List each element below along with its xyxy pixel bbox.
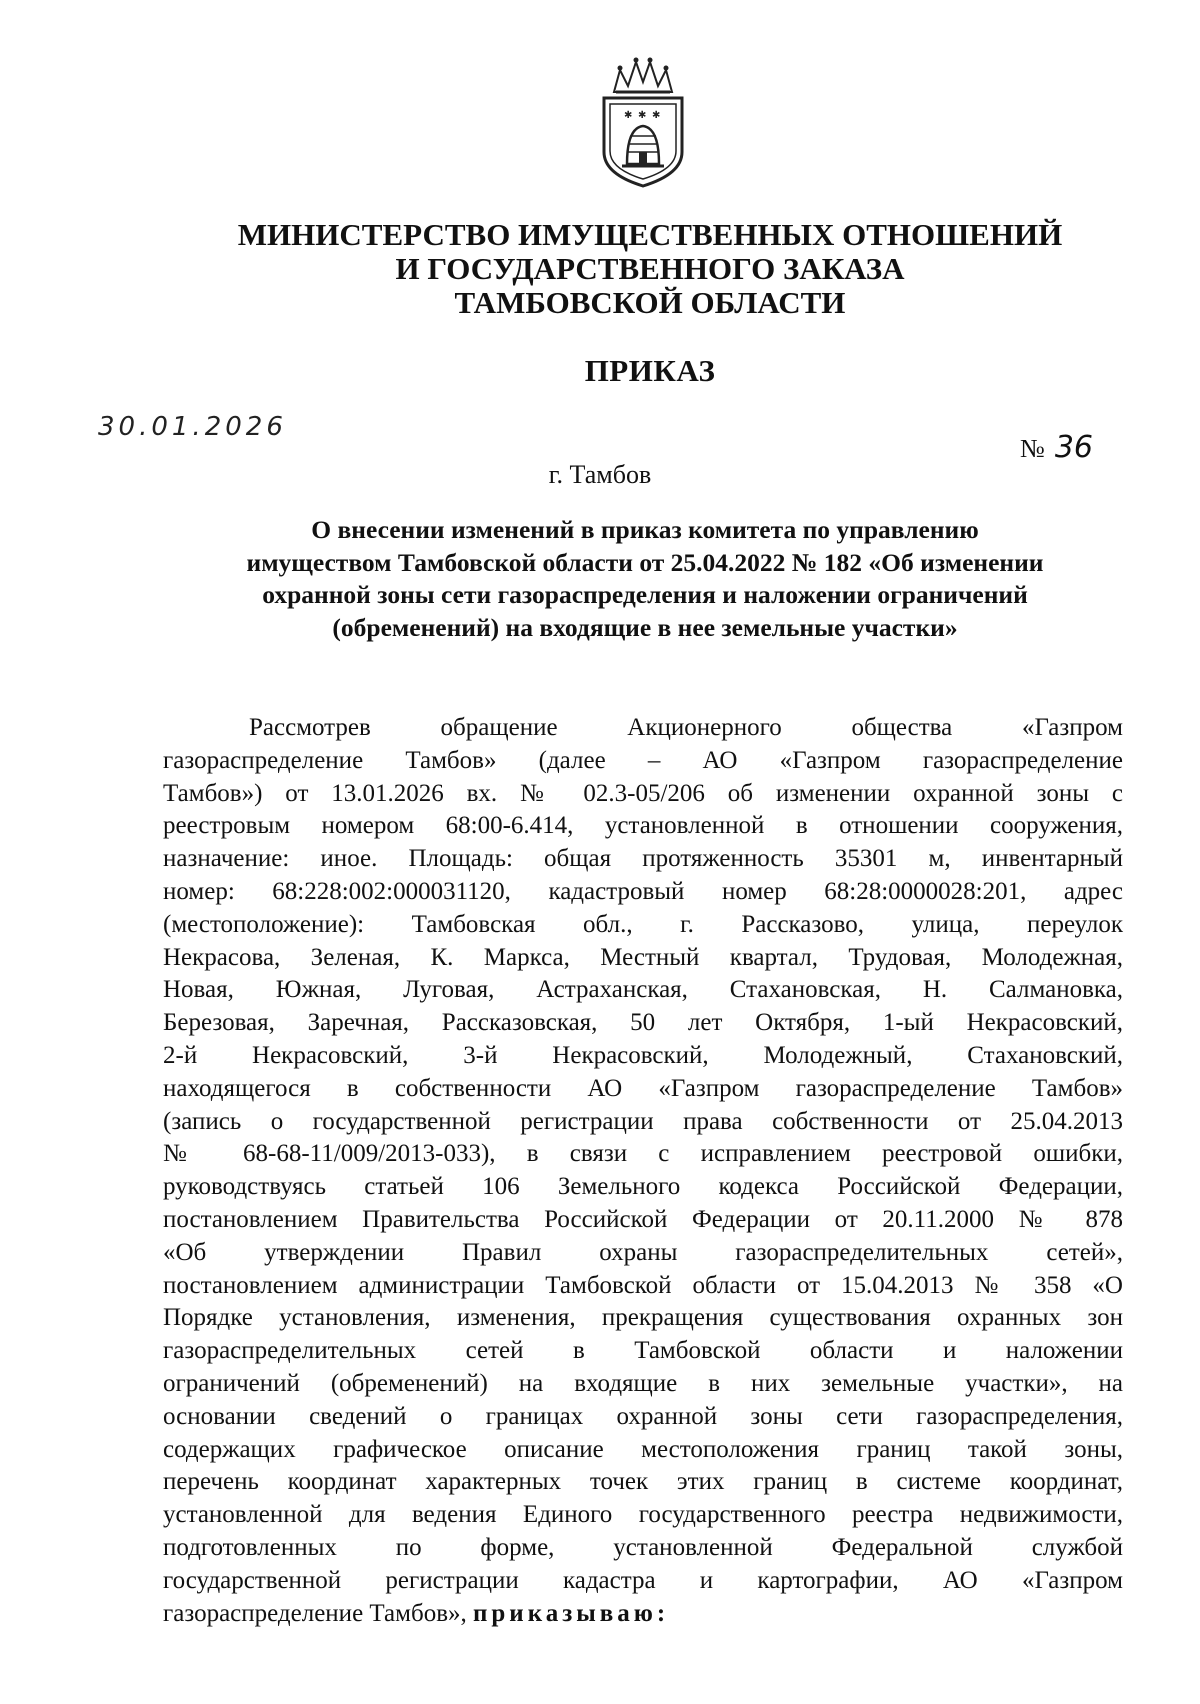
handwritten-number: 36: [1054, 430, 1093, 465]
svg-text:✱: ✱: [652, 110, 661, 121]
coat-of-arms-icon: [594, 52, 692, 190]
body-line: Некрасова, Зеленая, К. Маркса, Местный квартал, Трудовая, Молодежная,: [163, 943, 1123, 971]
body-line: перечень координат характерных точек этих границ в системе координат,: [163, 1468, 1123, 1496]
svg-text:✱: ✱: [624, 110, 633, 121]
body-line: Березовая, Заречная, Рассказовская, 50 лет Октября, 1-ый Некрасовский,: [163, 1009, 1123, 1037]
order-subject: [150, 514, 1140, 644]
body-line: реестровым номером 68:00-6.414, установленной в отношении сооружения,: [163, 812, 1123, 840]
body-last-prefix: газораспределение Тамбов»,: [163, 1599, 473, 1627]
body-line: газораспределение Тамбов» (далее – АО «Газпром газораспределение: [163, 746, 1123, 774]
order-directive: приказываю:: [473, 1599, 670, 1627]
body-line: постановлением Правительства Российской Федерации от 20.11.2000 № 878: [163, 1205, 1123, 1233]
body-line: назначение: иное. Площадь: общая протяженность 35301 м, инвентарный: [163, 845, 1123, 873]
number-sign: №: [1020, 434, 1045, 463]
svg-text:✱: ✱: [638, 110, 647, 121]
body-line: № 68-68-11/009/2013-033), в связи с исправлением реестровой ошибки,: [163, 1140, 1123, 1168]
body-line: Тамбов») от 13.01.2026 вх. № 02.3-05/206 об изменении охранной зоны с: [163, 779, 1123, 807]
body-line: номер: 68:228:002:000031120, кадастровый номер 68:28:0000028:201, адрес: [163, 877, 1123, 905]
body-line: руководствуясь статьей 106 Земельного кодекса Российской Федерации,: [163, 1173, 1123, 1201]
body-line: содержащих графическое описание местоположения границ такой зоны,: [163, 1435, 1123, 1463]
issuing-authority: [200, 218, 1100, 320]
body-line: подготовленных по форме, установленной Федеральной службой: [163, 1533, 1123, 1561]
authority-line-1: МИНИСТЕРСТВО ИМУЩЕСТВЕННЫХ ОТНОШЕНИЙ: [237, 217, 1063, 252]
body-line: «Об утверждении Правил охраны газораспределительных сетей»,: [163, 1238, 1123, 1266]
body-line: Порядке установления, изменения, прекращения существования охранных зон: [163, 1304, 1123, 1332]
body-line: государственной регистрации кадастра и картографии, АО «Газпром: [163, 1566, 1123, 1594]
subject-line: имуществом Тамбовской области от 25.04.2022 № 182 «Об изменении: [246, 547, 1044, 577]
document-number: [1020, 430, 1093, 465]
handwritten-date: 30.01.2026: [98, 412, 287, 442]
subject-line: О внесении изменений в приказ комитета по управлению: [311, 515, 979, 544]
authority-line-2: И ГОСУДАРСТВЕННОГО ЗАКАЗА: [395, 251, 905, 286]
body-line: ограничений (обременений) на входящие в них земельные участки», на: [163, 1369, 1123, 1397]
document-type: ПРИКАЗ: [584, 353, 716, 388]
body-line: находящегося в собственности АО «Газпром газораспределение Тамбов»: [163, 1074, 1123, 1102]
subject-line: охранной зоны сети газораспределения и наложении ограничений: [262, 580, 1028, 609]
order-body: [163, 712, 1123, 1630]
city: г. Тамбов: [548, 460, 652, 489]
body-line: постановлением администрации Тамбовской области от 15.04.2013 № 358 «О: [163, 1271, 1123, 1299]
body-line: 2-й Некрасовский, 3-й Некрасовский, Молодежный, Стахановский,: [163, 1041, 1123, 1069]
body-line: (местоположение): Тамбовская обл., г. Рассказово, улица, переулок: [163, 910, 1123, 938]
body-line: Рассмотрев обращение Акционерного общества «Газпром: [249, 714, 1123, 741]
body-line: газораспределительных сетей в Тамбовской области и наложении: [163, 1337, 1123, 1365]
body-line: установленной для ведения Единого государственного реестра недвижимости,: [163, 1501, 1123, 1529]
body-line: (запись о государственной регистрации права собственности от 25.04.2013: [163, 1107, 1123, 1135]
authority-line-3: ТАМБОВСКОЙ ОБЛАСТИ: [454, 285, 846, 320]
body-line: Новая, Южная, Луговая, Астраханская, Стахановская, Н. Салмановка,: [163, 976, 1123, 1004]
body-line: основании сведений о границах охранной зоны сети газораспределения,: [163, 1402, 1123, 1430]
body-last-line: [163, 1598, 1123, 1631]
subject-line: (обременений) на входящие в нее земельные участки»: [332, 612, 958, 642]
